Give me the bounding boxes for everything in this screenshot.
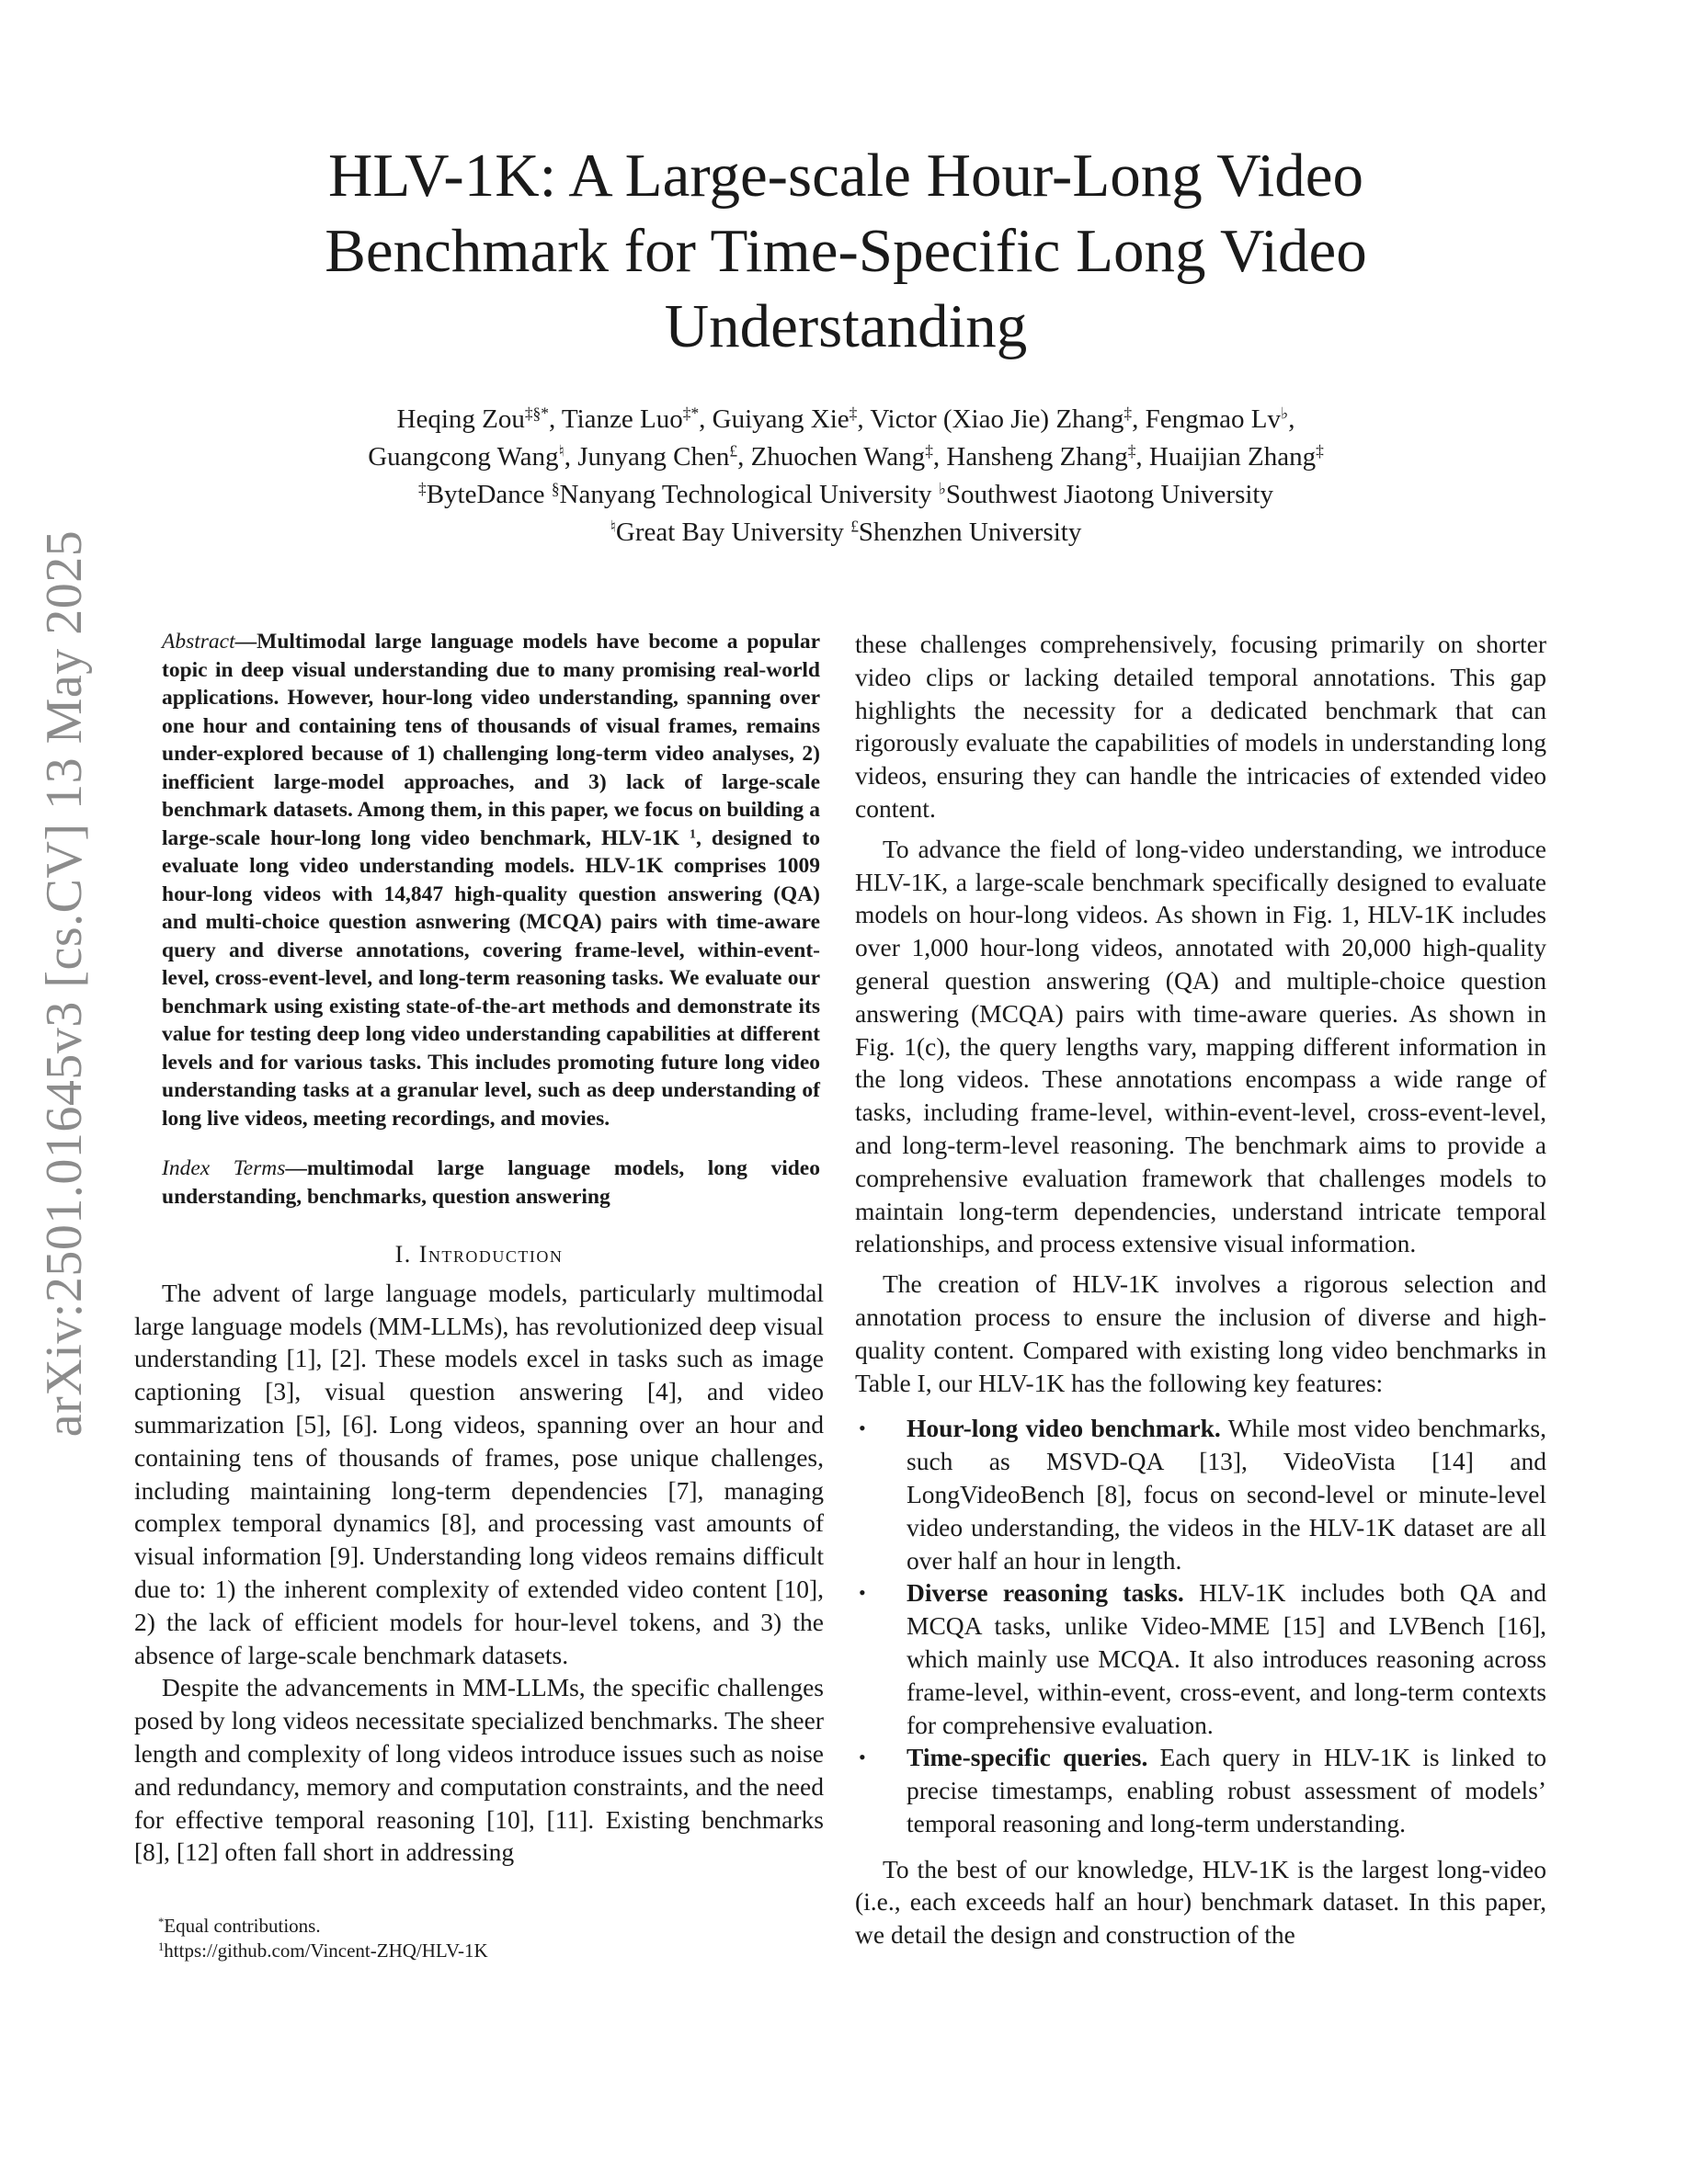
affiliation-name: Great Bay University [615,518,851,547]
affiliation-mark: ‡ [1316,441,1324,461]
affiliation-name: Nanyang Technological University [559,480,939,509]
paragraph: To the best of our knowledge, HLV-1K is the largest long-video (i.e., each exceeds half an hour) benchmark dataset. In this paper, we detail the design and construction of the [855,1854,1546,1950]
author-name: Guangcong Wang [368,442,559,472]
arxiv-identifier: arXiv:2501.01645v3 [cs.CV] 13 May 2025 [36,529,93,1438]
affiliation-mark: ♮ [610,517,616,536]
footnote-link[interactable]: https://github.com/Vincent-ZHQ/HLV-1K [164,1939,488,1962]
footnote-mark: 1 [158,1940,165,1954]
affiliation-mark: § [551,479,560,498]
affiliation-name: Southwest Jiaotong University [945,480,1273,509]
list-item [855,1576,1546,1741]
author-name: , Junyang Chen [564,442,730,472]
affiliation-mark: ‡* [682,404,700,423]
bullet-icon: • [859,1746,866,1769]
bullet-icon: • [859,1581,866,1605]
author-line [184,438,1508,476]
affiliation-mark: £ [729,441,738,461]
title-line: Understanding [664,292,1028,360]
paragraph: The advent of large language models, particularly multimodal large language models (MM-LLMs), has revolutionized deep visual understanding [1], [2]. These models excel in tasks such as image captioning [3], visual question answering [4], and video summarization [5], [6]. Long videos, spanning over an hour and containing tens of thousands of frames, pose unique challenges, including maintaining long-term dependencies [7], managing complex temporal dynamics [8], and processing vast amounts of visual information [9]. Understanding long videos remains difficult due to: 1) the inherent complexity of extended video content [10], 2) the lack of efficient models for hour-level tokens, and 3) the absence of large-scale benchmark datasets. [134,1278,824,1669]
affiliation-mark: ♮ [558,441,565,461]
author-name: , Victor (Xiao Jie) Zhang [857,404,1124,434]
abstract [134,628,824,1132]
paragraph: The creation of HLV-1K involves a rigorous selection and annotation process to ensure the inclusion of diverse and high-quality content. Compared with existing long video benchmarks in Table I, our HLV-1K has the following key features: [855,1269,1546,1397]
list-item-heading: Diverse reasoning tasks. [907,1578,1184,1608]
author-name: , Fengmao Lv [1132,404,1282,434]
abstract-label: Abstract [162,630,235,654]
affiliation-mark: ♭ [1281,404,1289,423]
affiliation-mark: ‡§* [524,404,549,423]
left-column [134,628,824,1869]
affiliation-line [184,476,1508,514]
index-terms-label: Index Terms [162,1156,286,1180]
abstract-text: —Multimodal large language models have become a popular topic in deep visual understanding due to many promising real-world applications. However, hour-long video understanding, spanning over one hour and containing tens of thousands of visual frames, remains under-explored because of 1) challenging long-term video analyses, 2) inefficient large-model approaches, and 3) lack of large-scale benchmark datasets. Among them, in this paper, we focus on building a large-scale hour-long long video benchmark, HLV-1K [162,630,820,850]
abstract-text: , designed to evaluate long video understanding models. HLV-1K comprises 1009 hour-long videos with 14,847 high-quality question answering (QA) and multi-choice question asnwering (MCQA) pairs with time-aware query and diverse annotations, covering frame-level, within-event-level, cross-event-level, and long-term reasoning tasks. We evaluate our benchmark using existing state-of-the-art methods and demonstrate its value for testing deep long video understanding capabilities at different levels and for various tasks. This includes promoting future long video understanding tasks at a granular level, such as deep understanding of long live videos, meeting recordings, and movies. [162,825,820,1131]
title-line: HLV-1K: A Large-scale Hour-Long Video [327,142,1363,210]
list-item-heading: Hour-long video benchmark. [907,1414,1221,1443]
footnote [158,1914,710,1939]
title-line: Benchmark for Time-Specific Long Video [325,217,1367,285]
list-item [855,1741,1546,1839]
author-name: , Guiyang Xie [699,404,850,434]
list-item [855,1412,1546,1576]
list-item-text: Each query in HLV-1K is linked to precise timestamps, enabling robust assessment of models’ temporal reasoning and long-term understanding. [907,1743,1547,1837]
affiliation-mark: ‡ [849,404,858,423]
affiliation-name: ByteDance [426,480,552,509]
affiliation-mark: £ [850,517,859,536]
affiliation-mark: ‡ [1127,441,1136,461]
author-name: Heqing Zou [396,404,525,434]
paragraph: these challenges comprehensively, focusing primarily on shorter video clips or lacking detailed temporal annotations. This gap highlights the necessity for a dedicated benchmark that can rigorously evaluate the capabilities of models in understanding long videos, ensuring they can handle the intricacies of extended video content. [855,630,1546,823]
section-number: I. [394,1241,419,1268]
author-name: , Hansheng Zhang [932,442,1128,472]
footnotes [158,1914,710,1963]
paragraph: To advance the field of long-video understanding, we introduce HLV-1K, a large-scale benchmark specifically designed to evaluate models on hour-long videos. As shown in Fig. 1, HLV-1K includes over 1,000 hour-long videos, annotated with 20,000 high-quality general question answering (QA) and multiple-choice question answering (MCQA) pairs with time-aware queries. As shown in Fig. 1(c), the query lengths vary, mapping different information in the long videos. These annotations encompass a wide range of tasks, including frame-level, within-event-level, cross-event-level, and long-term-level reasoning. The benchmark aims to provide a comprehensive evaluation framework that challenges models to maintain long-term dependencies, understand intricate temporal relationships, and process extensive visual information. [855,834,1546,1258]
section-title: Introduction [418,1241,564,1268]
arxiv-stamp [18,0,110,1563]
list-item-text: HLV-1K includes both QA and MCQA tasks, unlike Video-MME [15] and LVBench [16], which mainly use MCQA. It also introduces reasoning across frame-level, within-event, cross-event, and long-term contexts for comprehensive evaluation. [907,1578,1546,1739]
affiliation-mark: ♭ [938,479,946,498]
index-terms [134,1155,824,1211]
footnote-text: Equal contributions. [164,1915,321,1937]
index-terms-text: —multimodal large language models, long video understanding, benchmarks, question answering [162,1156,820,1209]
bullet-icon: • [859,1416,866,1440]
affiliation-mark: ‡ [1123,404,1133,423]
author-line [184,401,1508,438]
list-item-text: While most video benchmarks, such as MSVD-QA [13], VideoVista [14] and LongVideoBench [8], focus on second-level or minute-level video understanding, the videos in the HLV-1K dataset are all over half an hour in length. [907,1414,1546,1575]
footnote-mark: * [158,1916,165,1929]
paragraph: Despite the advancements in MM-LLMs, the specific challenges posed by long videos necessitate specialized benchmarks. The sheer length and complexity of long videos introduce issues such as noise and redundancy, memory and computation constraints, and the need for effective temporal reasoning [10], [11]. Existing benchmarks [8], [12] often fall short in addressing [134,1673,824,1867]
list-item-heading: Time-specific queries. [907,1743,1148,1772]
section-heading [134,1238,824,1271]
author-block [184,401,1508,552]
author-separator: , [1288,404,1295,434]
paper-title [184,138,1508,364]
author-name: , Zhuochen Wang [737,442,926,472]
affiliation-mark: ‡ [418,479,427,498]
footnote [158,1939,710,1963]
footnote-mark: 1 [689,825,696,841]
affiliation-name: Shenzhen University [858,518,1082,547]
author-name: , Huaijian Zhang [1135,442,1317,472]
author-name: , Tianze Luo [548,404,683,434]
affiliation-mark: ‡ [925,441,933,461]
right-column [855,628,1546,1951]
feature-list [855,1412,1546,1839]
affiliation-line [184,514,1508,552]
